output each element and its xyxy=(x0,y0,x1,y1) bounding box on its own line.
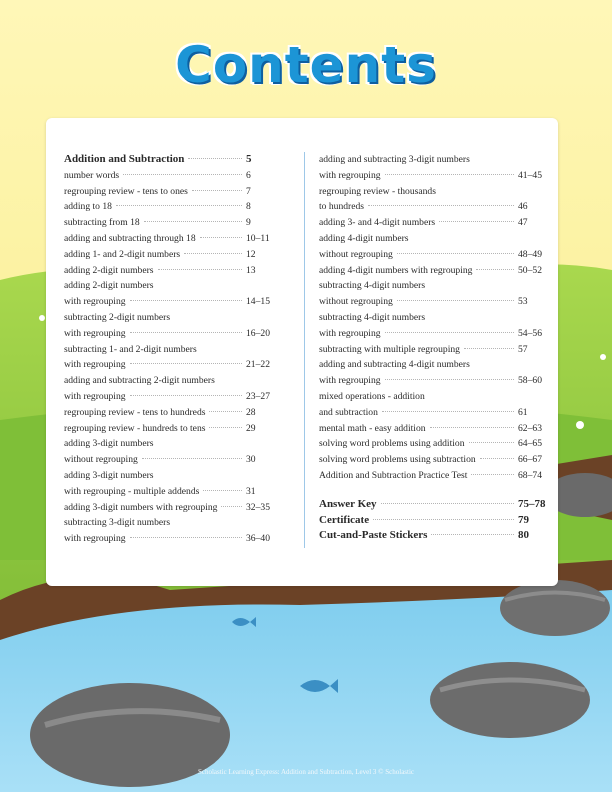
dot-leader xyxy=(184,253,242,254)
toc-entry xyxy=(319,528,546,544)
toc-entry xyxy=(319,497,546,513)
toc-entry-label: without regrouping xyxy=(319,248,393,260)
toc-entry xyxy=(319,357,546,373)
toc-entry-page: 46 xyxy=(518,201,528,213)
toc-entry xyxy=(319,452,546,468)
toc-entry-label: subtracting 4-digit numbers xyxy=(319,280,426,292)
toc-entry xyxy=(319,168,546,184)
toc-entry-label: regrouping review - hundreds to tens xyxy=(64,422,206,434)
toc-entry-page: 36–40 xyxy=(246,533,270,545)
toc-entry xyxy=(319,184,546,200)
toc-entry-page: 79 xyxy=(518,513,529,526)
dot-leader xyxy=(382,411,514,412)
toc-entry xyxy=(64,310,274,326)
toc-entry-page: 10–11 xyxy=(246,232,270,244)
toc-entry-page: 7 xyxy=(246,185,251,197)
toc-entry-label: and subtraction xyxy=(319,406,378,418)
flower-icon xyxy=(576,421,584,429)
toc-entry xyxy=(319,231,546,247)
dot-leader xyxy=(480,458,514,459)
toc-entry xyxy=(64,152,274,168)
toc-entry-label: mental math - easy addition xyxy=(319,422,426,434)
footer: Scholastic Learning Express: Addition and Subtraction, Level 3 © Scholastic xyxy=(197,768,415,776)
toc-entry xyxy=(64,184,274,200)
toc-entry-page: 80 xyxy=(518,529,529,542)
toc-entry xyxy=(64,405,274,421)
dot-leader xyxy=(439,221,514,222)
toc-entry-page: 57 xyxy=(518,343,528,355)
toc-entry-label: Addition and Subtraction xyxy=(64,153,185,165)
toc-entry xyxy=(319,294,546,310)
dot-leader xyxy=(130,537,242,538)
toc-entry xyxy=(64,452,274,468)
toc-entry-label: without regrouping xyxy=(64,454,138,466)
dot-leader xyxy=(430,427,514,428)
dot-leader xyxy=(385,174,514,175)
toc-entry-label: without regrouping xyxy=(319,296,393,308)
toc-entry xyxy=(64,168,274,184)
toc-entry-page: 12 xyxy=(246,248,256,260)
toc-entry-label: Addition and Subtraction Practice Test xyxy=(319,469,468,481)
toc-entry-label: adding and subtracting 2-digit numbers xyxy=(64,375,215,387)
toc-entry-label: solving word problems using subtraction xyxy=(319,454,476,466)
toc-entry-label: subtracting 3-digit numbers xyxy=(64,517,171,529)
toc-entry-label: subtracting 2-digit numbers xyxy=(64,311,171,323)
toc-entry-label: adding 4-digit numbers with regrouping xyxy=(319,264,473,276)
toc-entry-label: number words xyxy=(64,169,120,181)
toc-entry-page: 48–49 xyxy=(518,248,542,260)
toc-entry xyxy=(64,294,274,310)
dot-leader xyxy=(130,332,242,333)
dot-leader xyxy=(130,395,242,396)
dot-leader xyxy=(130,300,242,301)
toc-entry-page: 66–67 xyxy=(518,454,542,466)
dot-leader xyxy=(192,190,242,191)
toc-entry xyxy=(319,513,546,529)
toc-entry-label: adding 3-digit numbers xyxy=(64,469,154,481)
toc-entry xyxy=(319,326,546,342)
dot-leader xyxy=(385,379,514,380)
toc-entry xyxy=(319,436,546,452)
toc-entry-label: with regrouping xyxy=(64,359,126,371)
toc-entry-page: 68–74 xyxy=(518,469,542,481)
toc-entry xyxy=(319,263,546,279)
toc-entry xyxy=(319,215,546,231)
toc-entry xyxy=(64,531,274,547)
dot-leader xyxy=(368,205,514,206)
dot-leader xyxy=(381,503,514,504)
section-gap xyxy=(319,484,546,497)
rock-center xyxy=(430,662,590,738)
toc-entry-page: 6 xyxy=(246,169,251,181)
toc-entry-label: with regrouping xyxy=(64,296,126,308)
toc-entry-label: with regrouping xyxy=(64,390,126,402)
dot-leader xyxy=(203,490,242,491)
toc-entry-page: 5 xyxy=(246,153,252,165)
toc-entry-label: adding 2-digit numbers xyxy=(64,280,154,292)
toc-entry-label: mixed operations - addition xyxy=(319,390,425,402)
toc-entry xyxy=(64,215,274,231)
dot-leader xyxy=(144,221,242,222)
dot-leader xyxy=(200,237,242,238)
contents-left-column xyxy=(64,152,274,547)
toc-entry xyxy=(64,468,274,484)
toc-entry-label: subtracting 4-digit numbers xyxy=(319,311,426,323)
toc-entry-page: 30 xyxy=(246,454,256,466)
toc-entry xyxy=(319,405,546,421)
dot-leader xyxy=(209,427,242,428)
toc-entry-page: 61 xyxy=(518,406,528,418)
toc-entry xyxy=(64,436,274,452)
toc-entry-label: subtracting 1- and 2-digit numbers xyxy=(64,343,197,355)
toc-entry-label: with regrouping xyxy=(64,533,126,545)
toc-entry-page: 75–78 xyxy=(518,497,546,510)
toc-entry-label: adding 3-digit numbers xyxy=(64,438,154,450)
dot-leader xyxy=(209,411,242,412)
toc-entry-label: adding 3- and 4-digit numbers xyxy=(319,217,436,229)
toc-entry-label: adding 4-digit numbers xyxy=(319,232,409,244)
toc-entry xyxy=(319,247,546,263)
dot-leader xyxy=(116,205,242,206)
toc-entry xyxy=(319,468,546,484)
toc-entry-label: with regrouping xyxy=(319,169,381,181)
dot-leader xyxy=(397,253,514,254)
toc-entry xyxy=(64,263,274,279)
toc-entry xyxy=(64,231,274,247)
toc-entry xyxy=(64,342,274,358)
contents-right-column xyxy=(319,152,546,544)
toc-entry-page: 58–60 xyxy=(518,375,542,387)
toc-entry xyxy=(64,484,274,500)
toc-entry-page: 53 xyxy=(518,296,528,308)
dot-leader xyxy=(397,300,514,301)
toc-entry-label: adding 1- and 2-digit numbers xyxy=(64,248,181,260)
toc-entry xyxy=(64,421,274,437)
toc-entry xyxy=(319,373,546,389)
dot-leader xyxy=(469,442,515,443)
toc-entry-page: 62–63 xyxy=(518,422,542,434)
dot-leader xyxy=(476,269,514,270)
toc-entry xyxy=(319,199,546,215)
toc-entry-page: 8 xyxy=(246,201,251,213)
toc-entry-label: solving word problems using addition xyxy=(319,438,465,450)
toc-entry-label: Answer Key xyxy=(319,497,377,510)
dot-leader xyxy=(123,174,242,175)
toc-entry xyxy=(64,515,274,531)
toc-entry-label: to hundreds xyxy=(319,201,365,213)
toc-entry-label: with regrouping xyxy=(319,375,381,387)
dot-leader xyxy=(464,348,514,349)
toc-entry xyxy=(64,357,274,373)
toc-entry-label: adding 2-digit numbers xyxy=(64,264,154,276)
toc-entry-label: with regrouping xyxy=(319,327,381,339)
column-divider xyxy=(304,152,305,548)
toc-entry-page: 54–56 xyxy=(518,327,542,339)
toc-entry-page: 29 xyxy=(246,422,256,434)
toc-entry-page: 13 xyxy=(246,264,256,276)
toc-entry-page: 32–35 xyxy=(246,501,270,513)
toc-entry xyxy=(319,342,546,358)
dot-leader xyxy=(373,519,514,520)
toc-entry-page: 64–65 xyxy=(518,438,542,450)
toc-entry-page: 28 xyxy=(246,406,256,418)
dot-leader xyxy=(130,363,242,364)
toc-entry xyxy=(64,199,274,215)
toc-entry xyxy=(319,389,546,405)
toc-entry xyxy=(64,278,274,294)
toc-entry xyxy=(64,500,274,516)
dot-leader xyxy=(158,269,242,270)
toc-entry-page: 47 xyxy=(518,217,528,229)
toc-entry xyxy=(319,421,546,437)
toc-entry-page: 21–22 xyxy=(246,359,270,371)
toc-entry-label: adding and subtracting through 18 xyxy=(64,232,196,244)
toc-entry-page: 50–52 xyxy=(518,264,542,276)
toc-entry-label: regrouping review - tens to hundreds xyxy=(64,406,206,418)
dot-leader xyxy=(385,332,514,333)
dot-leader xyxy=(431,534,514,535)
toc-entry-label: adding and subtracting 3-digit numbers xyxy=(319,154,470,165)
toc-entry-label: regrouping review - thousands xyxy=(319,185,436,197)
dot-leader xyxy=(471,474,514,475)
toc-entry-label: subtracting from 18 xyxy=(64,217,140,229)
dot-leader xyxy=(221,506,242,507)
dot-leader xyxy=(188,158,242,159)
toc-entry-page: 9 xyxy=(246,217,251,229)
toc-entry-page: 16–20 xyxy=(246,327,270,339)
toc-entry-label: with regrouping - multiple addends xyxy=(64,485,200,497)
toc-entry-label: regrouping review - tens to ones xyxy=(64,185,188,197)
toc-entry-label: adding 3-digit numbers with regrouping xyxy=(64,501,218,513)
toc-entry-label: adding to 18 xyxy=(64,201,112,213)
toc-entry-label: with regrouping xyxy=(64,327,126,339)
toc-entry-label: adding and subtracting 4-digit numbers xyxy=(319,359,470,371)
toc-entry-label: Certificate xyxy=(319,513,370,526)
toc-entry xyxy=(64,373,274,389)
page-title: Contents xyxy=(175,36,437,94)
toc-entry xyxy=(64,247,274,263)
toc-entry-label: subtracting with multiple regrouping xyxy=(319,343,460,355)
toc-entry-page: 31 xyxy=(246,485,256,497)
toc-entry xyxy=(64,326,274,342)
dot-leader xyxy=(142,458,242,459)
toc-entry-page: 41–45 xyxy=(518,169,542,181)
toc-entry-page: 23–27 xyxy=(246,390,270,402)
toc-entry xyxy=(319,278,546,294)
toc-entry xyxy=(319,152,546,168)
toc-entry-page: 14–15 xyxy=(246,296,270,308)
toc-entry xyxy=(64,389,274,405)
toc-entry xyxy=(319,310,546,326)
toc-entry-label: Cut-and-Paste Stickers xyxy=(319,529,428,542)
rock-right xyxy=(500,580,610,636)
